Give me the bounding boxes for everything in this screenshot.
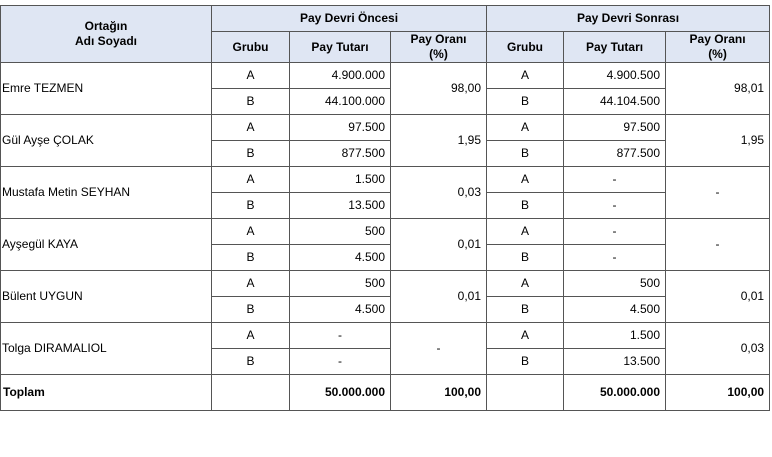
before-group-cell: A	[212, 167, 290, 193]
before-amount-cell: -	[290, 323, 391, 349]
before-ratio-header: Pay Oranı (%)	[391, 32, 487, 63]
total-after-amount: 50.000.000	[564, 375, 666, 411]
before-amount-cell: 44.100.000	[290, 89, 391, 115]
before-group-cell: B	[212, 193, 290, 219]
before-group-cell: B	[212, 141, 290, 167]
after-group-cell: B	[487, 245, 564, 271]
before-group-header: Grubu	[212, 32, 290, 63]
before-group-cell: A	[212, 271, 290, 297]
before-amount-cell: 500	[290, 271, 391, 297]
after-amount-cell: -	[564, 219, 666, 245]
before-amount-cell: -	[290, 349, 391, 375]
shareholder-name: Mustafa Metin SEYHAN	[1, 167, 212, 219]
before-ratio-cell: -	[391, 323, 487, 375]
shareholder-name: Bülent UYGUN	[1, 271, 212, 323]
after-amount-cell: 97.500	[564, 115, 666, 141]
after-ratio-cell: -	[666, 167, 770, 219]
before-amount-header: Pay Tutarı	[290, 32, 391, 63]
after-group-cell: A	[487, 271, 564, 297]
after-group-header: Grubu	[487, 32, 564, 63]
table-row	[1, 63, 770, 89]
before-amount-cell: 13.500	[290, 193, 391, 219]
before-amount-cell: 4.900.000	[290, 63, 391, 89]
before-group-cell: B	[212, 349, 290, 375]
before-group-cell: B	[212, 297, 290, 323]
before-group-cell: A	[212, 219, 290, 245]
before-ratio-cell: 0,01	[391, 219, 487, 271]
after-amount-cell: -	[564, 193, 666, 219]
after-ratio-cell: -	[666, 219, 770, 271]
before-group-cell: B	[212, 245, 290, 271]
table-row	[1, 323, 770, 349]
before-ratio-cell: 98,00	[391, 63, 487, 115]
total-row	[1, 375, 770, 411]
after-ratio-cell: 98,01	[666, 63, 770, 115]
after-group-cell: A	[487, 115, 564, 141]
after-amount-cell: 500	[564, 271, 666, 297]
after-ratio-cell: 1,95	[666, 115, 770, 167]
after-amount-cell: 877.500	[564, 141, 666, 167]
after-transfer-header: Pay Devri Sonrası	[487, 6, 770, 32]
after-amount-cell: -	[564, 167, 666, 193]
after-group-cell: A	[487, 167, 564, 193]
shareholder-table	[0, 5, 770, 411]
after-amount-cell: -	[564, 245, 666, 271]
after-amount-header: Pay Tutarı	[564, 32, 666, 63]
total-before-group-cell	[212, 375, 290, 411]
after-amount-cell: 13.500	[564, 349, 666, 375]
before-ratio-cell: 1,95	[391, 115, 487, 167]
before-amount-cell: 877.500	[290, 141, 391, 167]
after-group-cell: B	[487, 89, 564, 115]
after-ratio-cell: 0,03	[666, 323, 770, 375]
before-group-cell: B	[212, 89, 290, 115]
after-amount-cell: 4.500	[564, 297, 666, 323]
before-group-cell: A	[212, 63, 290, 89]
total-after-group-cell	[487, 375, 564, 411]
before-amount-cell: 1.500	[290, 167, 391, 193]
before-group-cell: A	[212, 323, 290, 349]
table-row	[1, 271, 770, 297]
total-before-ratio: 100,00	[391, 375, 487, 411]
after-group-cell: A	[487, 323, 564, 349]
before-group-cell: A	[212, 115, 290, 141]
after-group-cell: B	[487, 193, 564, 219]
before-ratio-cell: 0,03	[391, 167, 487, 219]
before-amount-cell: 4.500	[290, 245, 391, 271]
table-row	[1, 115, 770, 141]
after-amount-cell: 1.500	[564, 323, 666, 349]
shareholder-name: Emre TEZMEN	[1, 63, 212, 115]
total-label: Toplam	[1, 375, 212, 411]
before-transfer-header: Pay Devri Öncesi	[212, 6, 487, 32]
after-group-cell: B	[487, 349, 564, 375]
after-group-cell: A	[487, 63, 564, 89]
before-amount-cell: 500	[290, 219, 391, 245]
shareholder-name: Ayşegül KAYA	[1, 219, 212, 271]
table-row	[1, 219, 770, 245]
table-row	[1, 167, 770, 193]
after-group-cell: B	[487, 141, 564, 167]
after-amount-cell: 4.900.500	[564, 63, 666, 89]
before-ratio-cell: 0,01	[391, 271, 487, 323]
total-before-amount: 50.000.000	[290, 375, 391, 411]
after-group-cell: A	[487, 219, 564, 245]
shareholder-name: Tolga DIRAMALIOL	[1, 323, 212, 375]
after-amount-cell: 44.104.500	[564, 89, 666, 115]
shareholder-name: Gül Ayşe ÇOLAK	[1, 115, 212, 167]
before-amount-cell: 97.500	[290, 115, 391, 141]
total-after-ratio: 100,00	[666, 375, 770, 411]
before-amount-cell: 4.500	[290, 297, 391, 323]
after-ratio-header: Pay Oranı (%)	[666, 32, 770, 63]
header-row-groups	[1, 6, 770, 32]
after-ratio-cell: 0,01	[666, 271, 770, 323]
after-group-cell: B	[487, 297, 564, 323]
owner-name-header: Ortağın Adı Soyadı	[1, 6, 212, 63]
